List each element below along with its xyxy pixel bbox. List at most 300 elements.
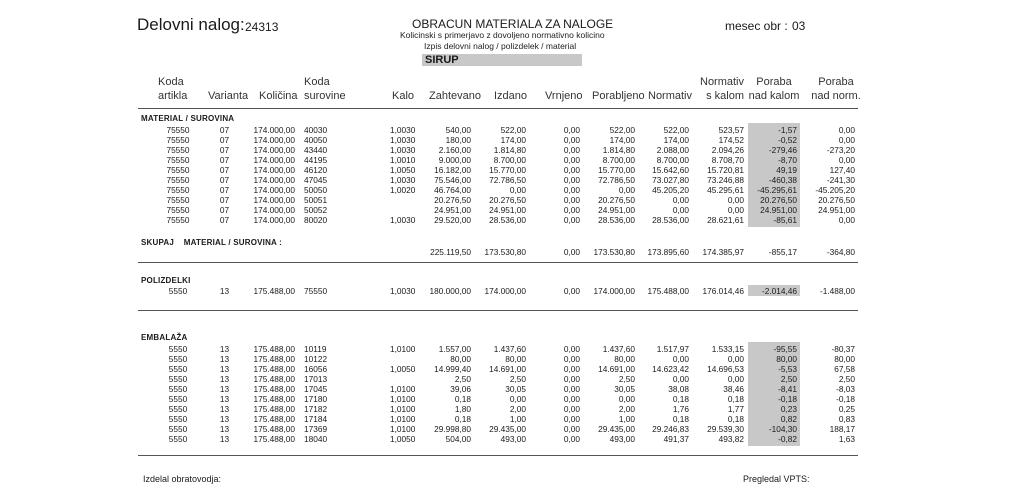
cell-porabljeno: 0,00 [618, 185, 635, 195]
cell-kolicina: 174.000,00 [253, 155, 295, 165]
cell-koda-artikla: 5550 [168, 434, 188, 444]
cell-koda-surovine: 17184 [304, 414, 328, 424]
cell-koda-artikla: 5550 [168, 374, 188, 384]
cell-kalo: 1,0020 [390, 185, 416, 195]
cell-zahtevano: 14.999,40 [434, 364, 471, 374]
cell-normativ-s-kalom: 73.246,88 [707, 175, 744, 185]
cell-normativ-s-kalom: 174,52 [718, 135, 744, 145]
cell-normativ: 29.246,83 [652, 424, 689, 434]
cell-koda-surovine: 40030 [304, 125, 328, 135]
cell-varianta: 13 [219, 394, 230, 404]
cell-poraba-nad-kalom: 49,19 [776, 165, 797, 175]
cell-koda-surovine: 50052 [304, 205, 328, 215]
cell-normativ: 45.205,20 [652, 185, 689, 195]
cell-vrnjeno: 0,00 [563, 155, 580, 165]
section-embalaza: EMBALAŽA [141, 333, 188, 342]
cell-vrnjeno: 0,00 [563, 185, 580, 195]
cell-kalo: 1,0100 [390, 424, 416, 434]
cell-vrnjeno: 0,00 [563, 145, 580, 155]
cell-vrnjeno: 0,00 [563, 424, 580, 434]
cell-normativ-s-kalom: 0,00 [727, 354, 744, 364]
cell-poraba-nad-kalom: 0,23 [780, 404, 797, 414]
cell-normativ-s-kalom: 8.708,70 [711, 155, 744, 165]
cell-izdano: 28.536,00 [489, 215, 526, 225]
cell-zahtevano: 0,18 [454, 394, 471, 404]
cell-normativ-s-kalom: 0,18 [727, 414, 744, 424]
cell-poraba-nad-norm: -241,30 [826, 175, 855, 185]
col-poraba-nad-norm: Poraba nad norm. [811, 76, 861, 102]
cell-vrnjeno: 0,00 [563, 344, 580, 354]
table-row [0, 424, 1024, 434]
cell-zahtevano: 29.520,00 [434, 215, 471, 225]
cell-porabljeno: 173.530,80 [593, 247, 635, 257]
cell-koda-artikla: 5550 [168, 354, 188, 364]
cell-poraba-nad-norm: 24.951,00 [818, 205, 855, 215]
cell-izdano: 174,00 [500, 135, 526, 145]
cell-normativ-s-kalom: 45.295,61 [707, 185, 744, 195]
cell-normativ: 0,00 [672, 195, 689, 205]
table-row [0, 165, 1024, 175]
report-title: OBRACUN MATERIALA ZA NALOGE [412, 17, 614, 31]
cell-kolicina: 175.488,00 [253, 404, 295, 414]
cell-porabljeno: 174,00 [609, 135, 635, 145]
cell-zahtevano: 75.546,00 [434, 175, 471, 185]
cell-kolicina: 174.000,00 [253, 185, 295, 195]
cell-poraba-nad-kalom: 0,82 [780, 414, 797, 424]
cell-kalo: 1,0030 [390, 175, 416, 185]
cell-koda-artikla: 5550 [168, 344, 188, 354]
cell-poraba-nad-norm: 1,63 [838, 434, 855, 444]
cell-varianta: 07 [219, 165, 230, 175]
cell-varianta: 13 [219, 354, 230, 364]
cell-koda-surovine: 40050 [304, 135, 328, 145]
cell-porabljeno: 2,50 [618, 374, 635, 384]
table-row [0, 374, 1024, 384]
cell-kolicina: 174.000,00 [253, 125, 295, 135]
section-material: MATERIAL / SUROVINA [141, 114, 235, 123]
cell-normativ: 14.623,42 [652, 364, 689, 374]
cell-koda-surovine: 50051 [304, 195, 328, 205]
cell-koda-surovine: 44195 [304, 155, 328, 165]
cell-poraba-nad-norm: -0,18 [836, 394, 855, 404]
cell-vrnjeno: 0,00 [563, 175, 580, 185]
cell-vrnjeno: 0,00 [563, 205, 580, 215]
cell-normativ-s-kalom: 29.539,30 [707, 424, 744, 434]
cell-porabljeno: 174.000,00 [593, 286, 635, 296]
cell-normativ: 8.700,00 [656, 155, 689, 165]
cell-varianta: 07 [219, 145, 230, 155]
cell-poraba-nad-kalom: 20.276,50 [760, 195, 797, 205]
cell-koda-surovine: 17369 [304, 424, 328, 434]
cell-poraba-nad-norm: 0,00 [838, 125, 855, 135]
cell-normativ-s-kalom: 15.720,81 [707, 165, 744, 175]
cell-poraba-nad-kalom: 24.951,00 [760, 205, 797, 215]
cell-koda-artikla: 75550 [166, 125, 190, 135]
cell-porabljeno: 1.814,80 [602, 145, 635, 155]
cell-vrnjeno: 0,00 [563, 394, 580, 404]
cell-vrnjeno: 0,00 [563, 384, 580, 394]
cell-normativ-s-kalom: 176.014,46 [702, 286, 744, 296]
cell-porabljeno: 30,05 [614, 384, 635, 394]
cell-izdano: 72.786,50 [489, 175, 526, 185]
cell-izdano: 493,00 [500, 434, 526, 444]
col-kalo: Kalo [392, 90, 415, 102]
cell-kolicina: 175.488,00 [253, 434, 295, 444]
cell-koda-artikla: 5550 [168, 286, 188, 296]
cell-varianta: 13 [219, 364, 230, 374]
report-subtitle: Kolicinski s primerjavo z dovoljeno normativno kolicino [400, 30, 605, 40]
col-koda-artikla: Koda artikla [158, 76, 188, 102]
table-row [0, 404, 1024, 414]
cell-kolicina: 174.000,00 [253, 205, 295, 215]
cell-koda-surovine: 46120 [304, 165, 328, 175]
cell-normativ-s-kalom: 493,82 [718, 434, 744, 444]
cell-poraba-nad-kalom: -0,82 [778, 434, 797, 444]
cell-poraba-nad-norm: 2,50 [838, 374, 855, 384]
cell-poraba-nad-kalom: -8,70 [778, 155, 797, 165]
cell-porabljeno: 14.691,00 [598, 364, 635, 374]
cell-kalo: 1,0030 [390, 125, 416, 135]
cell-poraba-nad-norm: 80,00 [834, 354, 855, 364]
cell-varianta: 07 [219, 155, 230, 165]
col-kolicina: Količina [259, 90, 298, 102]
cell-normativ-s-kalom: 0,00 [727, 374, 744, 384]
cell-poraba-nad-norm: -80,37 [831, 344, 855, 354]
cell-varianta: 13 [219, 384, 230, 394]
cell-poraba-nad-norm: -273,20 [826, 145, 855, 155]
cell-normativ: 175.488,00 [647, 286, 689, 296]
cell-kolicina: 175.488,00 [253, 394, 295, 404]
cell-vrnjeno: 0,00 [563, 125, 580, 135]
cell-normativ: 2.088,00 [656, 145, 689, 155]
col-koda-surovine: Koda surovine [304, 76, 346, 102]
col-poraba-nad-kalom: Poraba nad kalom [748, 76, 800, 102]
col-izdano: Izdano [494, 90, 528, 102]
cell-izdano: 14.691,00 [489, 364, 526, 374]
cell-porabljeno: 2,00 [618, 404, 635, 414]
table-row [0, 135, 1024, 145]
table-row [0, 247, 1024, 257]
cell-vrnjeno: 0,00 [563, 135, 580, 145]
col-varianta: Varianta [208, 90, 249, 102]
cell-izdano: 1.437,60 [493, 344, 526, 354]
cell-poraba-nad-norm: -364,80 [826, 247, 855, 257]
table-row [0, 145, 1024, 155]
cell-izdano: 522,00 [500, 125, 526, 135]
cell-poraba-nad-norm: 127,40 [829, 165, 855, 175]
section-polizdelki: POLIZDELKI [141, 276, 191, 285]
cell-varianta: 07 [219, 215, 230, 225]
cell-poraba-nad-norm: 0,00 [838, 155, 855, 165]
cell-koda-artikla: 5550 [168, 394, 188, 404]
cell-zahtevano: 80,00 [450, 354, 471, 364]
table-row [0, 394, 1024, 404]
cell-kalo: 1,0030 [390, 286, 416, 296]
cell-poraba-nad-kalom: 2,50 [780, 374, 797, 384]
cell-normativ: 1.517,97 [656, 344, 689, 354]
cell-koda-artikla: 75550 [166, 135, 190, 145]
cell-normativ-s-kalom: 28.621,61 [707, 215, 744, 225]
cell-koda-artikla: 5550 [168, 404, 188, 414]
cell-koda-surovine: 43440 [304, 145, 328, 155]
cell-zahtevano: 20.276,50 [434, 195, 471, 205]
cell-zahtevano: 24.951,00 [434, 205, 471, 215]
cell-koda-surovine: 47045 [304, 175, 328, 185]
cell-normativ: 73.027,80 [652, 175, 689, 185]
cell-poraba-nad-norm: 0,00 [838, 135, 855, 145]
cell-poraba-nad-norm: 67,58 [834, 364, 855, 374]
cell-koda-surovine: 80020 [304, 215, 328, 225]
cell-normativ: 1,76 [672, 404, 689, 414]
cell-kalo: 1,0100 [390, 344, 416, 354]
embalaza-divider [138, 455, 858, 456]
cell-vrnjeno: 0,00 [563, 195, 580, 205]
cell-kalo: 1,0100 [390, 384, 416, 394]
cell-normativ: 0,18 [672, 394, 689, 404]
cell-normativ-s-kalom: 1.533,15 [711, 344, 744, 354]
cell-poraba-nad-kalom: -460,38 [768, 175, 797, 185]
cell-kalo: 1,0100 [390, 414, 416, 424]
page-title: Delovni nalog: [137, 15, 245, 34]
cell-varianta: 07 [219, 185, 230, 195]
order-number: 24313 [245, 20, 279, 34]
cell-vrnjeno: 0,00 [563, 434, 580, 444]
cell-zahtevano: 46.764,00 [434, 185, 471, 195]
cell-kolicina: 175.488,00 [253, 364, 295, 374]
cell-zahtevano: 180,00 [445, 135, 471, 145]
cell-izdano: 173.530,80 [484, 247, 526, 257]
cell-koda-surovine: 17180 [304, 394, 328, 404]
cell-kolicina: 175.488,00 [253, 424, 295, 434]
cell-varianta: 13 [219, 424, 230, 434]
cell-normativ: 491,37 [663, 434, 689, 444]
cell-normativ: 0,00 [672, 205, 689, 215]
cell-porabljeno: 80,00 [614, 354, 635, 364]
cell-kolicina: 174.000,00 [253, 215, 295, 225]
cell-vrnjeno: 0,00 [563, 286, 580, 296]
cell-normativ-s-kalom: 0,00 [727, 195, 744, 205]
cell-poraba-nad-kalom: -279,46 [768, 145, 797, 155]
cell-koda-artikla: 5550 [168, 424, 188, 434]
cell-zahtevano: 2,50 [454, 374, 471, 384]
cell-kalo: 1,0030 [390, 145, 416, 155]
cell-poraba-nad-kalom: -5,53 [778, 364, 797, 374]
cell-zahtevano: 1,80 [454, 404, 471, 414]
cell-poraba-nad-norm: -1.488,00 [819, 286, 855, 296]
report-subtitle-2: Izpis delovni nalog / polizdelek / material [424, 41, 577, 51]
cell-izdano: 1,00 [509, 414, 526, 424]
cell-koda-artikla: 75550 [166, 215, 190, 225]
table-row [0, 384, 1024, 394]
cell-porabljeno: 8.700,00 [602, 155, 635, 165]
cell-porabljeno: 72.786,50 [598, 175, 635, 185]
cell-poraba-nad-kalom: -0,52 [778, 135, 797, 145]
cell-koda-surovine: 17182 [304, 404, 328, 414]
cell-varianta: 13 [219, 344, 230, 354]
cell-koda-surovine: 16056 [304, 364, 328, 374]
cell-porabljeno: 24.951,00 [598, 205, 635, 215]
cell-kolicina: 175.488,00 [253, 374, 295, 384]
cell-poraba-nad-kalom: -104,30 [768, 424, 797, 434]
cell-varianta: 13 [219, 374, 230, 384]
cell-kolicina: 175.488,00 [253, 414, 295, 424]
cell-koda-artikla: 5550 [168, 384, 188, 394]
cell-poraba-nad-norm: 0,83 [838, 414, 855, 424]
cell-varianta: 07 [219, 125, 230, 135]
cell-varianta: 07 [219, 205, 230, 215]
cell-porabljeno: 0,00 [618, 394, 635, 404]
period-label: mesec obr : [725, 19, 788, 33]
cell-poraba-nad-norm: 0,25 [838, 404, 855, 414]
cell-poraba-nad-norm: -8,03 [836, 384, 855, 394]
cell-izdano: 29.435,00 [489, 424, 526, 434]
cell-koda-surovine: 18040 [304, 434, 328, 444]
cell-poraba-nad-norm: -45.205,20 [815, 185, 855, 195]
cell-kolicina: 174.000,00 [253, 165, 295, 175]
cell-koda-surovine: 50050 [304, 185, 328, 195]
cell-poraba-nad-kalom: -0,18 [778, 394, 797, 404]
cell-normativ-s-kalom: 523,57 [718, 125, 744, 135]
cell-normativ-s-kalom: 174.385,97 [702, 247, 744, 257]
col-normativ-s-kalom: Normativ s kalom [700, 76, 745, 102]
table-row [0, 175, 1024, 185]
header-divider [138, 108, 858, 109]
cell-normativ: 0,00 [672, 354, 689, 364]
cell-izdano: 15.770,00 [489, 165, 526, 175]
table-row [0, 195, 1024, 205]
footer-made-by: Izdelal obratovodja: [143, 474, 222, 484]
table-row [0, 125, 1024, 135]
period-value: 03 [792, 19, 806, 33]
product-name: SIRUP [422, 54, 582, 66]
cell-koda-surovine: 17045 [304, 384, 328, 394]
skupaj-divider [138, 262, 858, 263]
cell-kalo: 1,0050 [390, 165, 416, 175]
cell-normativ: 28.536,00 [652, 215, 689, 225]
cell-porabljeno: 20.276,50 [598, 195, 635, 205]
cell-vrnjeno: 0,00 [563, 215, 580, 225]
table-row [0, 155, 1024, 165]
cell-poraba-nad-norm: 20.276,50 [818, 195, 855, 205]
cell-poraba-nad-kalom: -2.014,46 [761, 286, 797, 296]
cell-kalo: 1,0030 [390, 135, 416, 145]
cell-koda-artikla: 75550 [166, 185, 190, 195]
cell-izdano: 2,00 [509, 404, 526, 414]
cell-normativ: 522,00 [663, 125, 689, 135]
table-row [0, 215, 1024, 225]
cell-porabljeno: 15.770,00 [598, 165, 635, 175]
cell-kalo: 1,0010 [390, 155, 416, 165]
col-vrnjeno: Vrnjeno [545, 90, 583, 102]
cell-kalo: 1,0030 [390, 215, 416, 225]
cell-zahtevano: 0,18 [454, 414, 471, 424]
section-skupaj: SKUPAJ MATERIAL / SUROVINA : [141, 238, 283, 247]
cell-kalo: 1,0100 [390, 404, 416, 414]
table-row [0, 185, 1024, 195]
cell-vrnjeno: 0,00 [563, 404, 580, 414]
cell-zahtevano: 225.119,50 [430, 247, 471, 257]
cell-koda-surovine: 17013 [304, 374, 328, 384]
col-normativ: Normativ [648, 90, 693, 102]
table-row [0, 354, 1024, 364]
cell-izdano: 24.951,00 [489, 205, 526, 215]
cell-zahtevano: 29.998,80 [434, 424, 471, 434]
cell-kolicina: 175.488,00 [253, 286, 295, 296]
table-row [0, 414, 1024, 424]
cell-koda-artikla: 75550 [166, 175, 190, 185]
cell-kalo: 1,0100 [390, 394, 416, 404]
cell-normativ: 173.895,60 [647, 247, 689, 257]
cell-vrnjeno: 0,00 [563, 374, 580, 384]
cell-normativ: 0,18 [672, 414, 689, 424]
table-row [0, 286, 1024, 296]
cell-izdano: 2,50 [509, 374, 526, 384]
cell-poraba-nad-kalom: -855,17 [768, 247, 797, 257]
cell-kolicina: 175.488,00 [253, 384, 295, 394]
cell-normativ-s-kalom: 2.094,26 [711, 145, 744, 155]
cell-izdano: 20.276,50 [489, 195, 526, 205]
cell-normativ: 174,00 [663, 135, 689, 145]
cell-poraba-nad-kalom: -45.295,61 [757, 185, 797, 195]
cell-varianta: 07 [219, 135, 230, 145]
cell-vrnjeno: 0,00 [563, 364, 580, 374]
cell-varianta: 13 [219, 434, 230, 444]
cell-zahtevano: 180.000,00 [429, 286, 471, 296]
cell-izdano: 8.700,00 [493, 155, 526, 165]
cell-poraba-nad-norm: 188,17 [829, 424, 855, 434]
table-row [0, 344, 1024, 354]
table-row [0, 205, 1024, 215]
cell-porabljeno: 28.536,00 [598, 215, 635, 225]
cell-kolicina: 175.488,00 [253, 344, 295, 354]
cell-vrnjeno: 0,00 [563, 165, 580, 175]
cell-normativ: 0,00 [672, 374, 689, 384]
cell-varianta: 13 [219, 286, 230, 296]
cell-koda-surovine: 75550 [304, 286, 328, 296]
table-row [0, 364, 1024, 374]
cell-poraba-nad-norm: 0,00 [838, 215, 855, 225]
cell-izdano: 174.000,00 [484, 286, 526, 296]
cell-koda-artikla: 75550 [166, 145, 190, 155]
cell-kolicina: 175.488,00 [253, 354, 295, 364]
cell-varianta: 13 [219, 404, 230, 414]
cell-koda-artikla: 75550 [166, 165, 190, 175]
cell-koda-surovine: 10122 [304, 354, 328, 364]
cell-koda-surovine: 10119 [304, 344, 327, 354]
polizdelki-divider [138, 310, 858, 311]
col-zahtevano: Zahtevano [429, 90, 481, 102]
cell-kalo: 1,0050 [390, 364, 416, 374]
cell-zahtevano: 504,00 [445, 434, 471, 444]
cell-vrnjeno: 0,00 [563, 414, 580, 424]
cell-poraba-nad-kalom: -85,61 [773, 215, 797, 225]
cell-kolicina: 174.000,00 [253, 135, 295, 145]
cell-koda-artikla: 75550 [166, 155, 190, 165]
cell-kalo: 1,0050 [390, 434, 416, 444]
cell-izdano: 1.814,80 [493, 145, 526, 155]
cell-normativ-s-kalom: 0,00 [727, 205, 744, 215]
cell-koda-artikla: 5550 [168, 364, 188, 374]
cell-zahtevano: 9.000,00 [438, 155, 471, 165]
cell-varianta: 07 [219, 195, 230, 205]
cell-porabljeno: 1.437,60 [602, 344, 635, 354]
cell-izdano: 0,00 [509, 394, 526, 404]
cell-zahtevano: 16.182,00 [434, 165, 471, 175]
cell-poraba-nad-kalom: 80,00 [776, 354, 797, 364]
cell-normativ-s-kalom: 0,18 [727, 394, 744, 404]
cell-poraba-nad-kalom: -1,57 [778, 125, 797, 135]
cell-porabljeno: 522,00 [609, 125, 635, 135]
